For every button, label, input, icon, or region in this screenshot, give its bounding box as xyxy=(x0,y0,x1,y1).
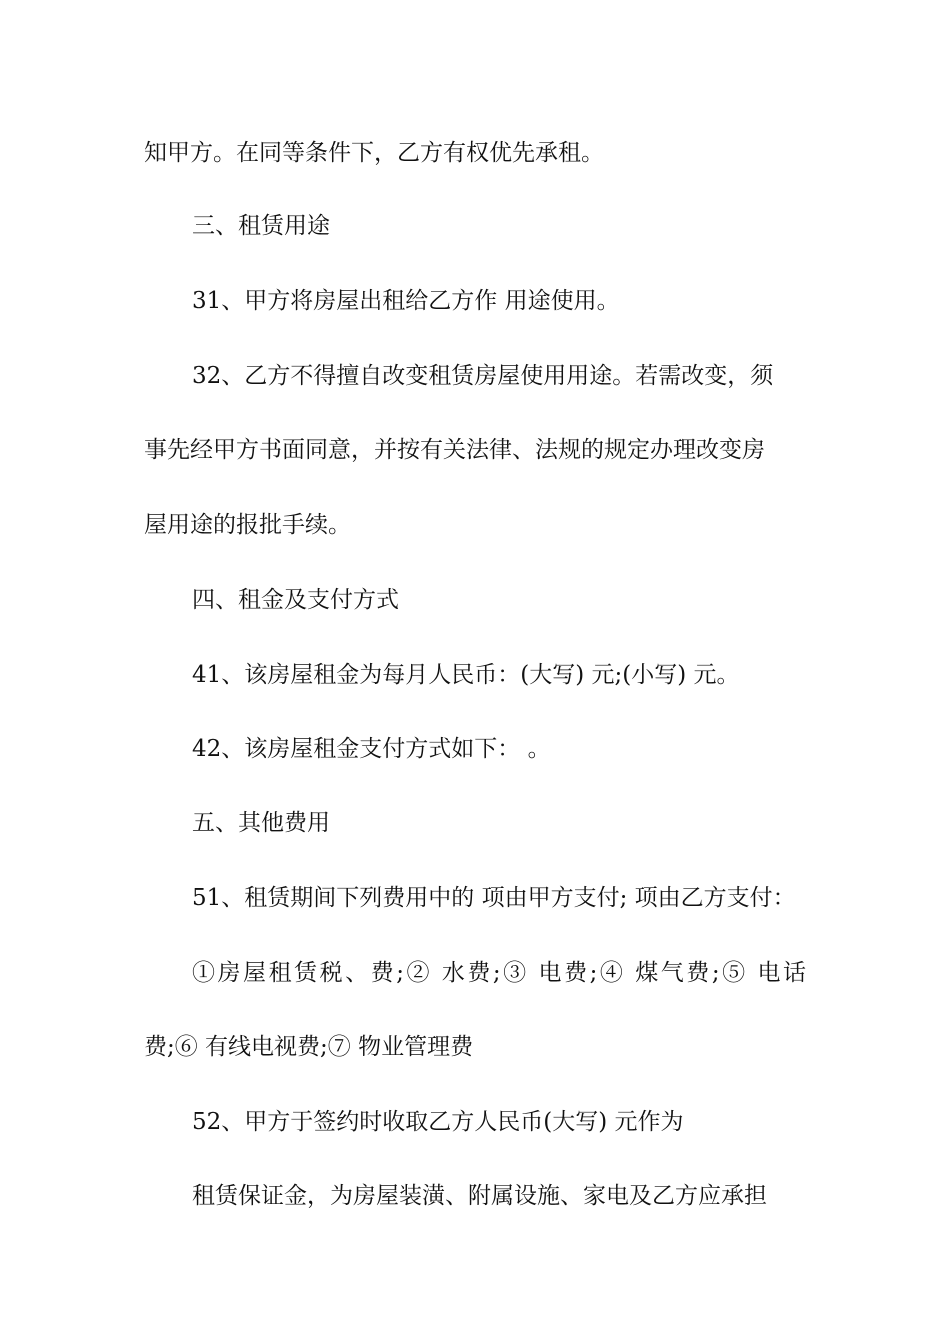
fee-list-line: 费;⑥ 有线电视费;⑦ 物业管理费 xyxy=(144,1034,474,1060)
section-heading-rent: 四、租金及支付方式 xyxy=(192,587,399,613)
fee-list-line: ①房屋租赁税、费;② 水费;③ 电费;④ 煤气费;⑤ 电话 xyxy=(192,960,806,986)
clause-5-1: 51、租赁期间下列费用中的 项由甲方支付; 项由乙方支付： xyxy=(192,885,796,911)
paragraph-line: 屋用途的报批手续。 xyxy=(144,512,351,538)
clause-5-2: 52、甲方于签约时收取乙方人民币(大写) 元作为 xyxy=(192,1109,684,1135)
clause-3-2: 32、乙方不得擅自改变租赁房屋使用用途。若需改变，须 xyxy=(192,363,774,389)
clause-3-1: 31、甲方将房屋出租给乙方作 用途使用。 xyxy=(192,288,620,314)
section-heading-usage: 三、租赁用途 xyxy=(192,213,330,239)
paragraph-line: 租赁保证金，为房屋装潢、附属设施、家电及乙方应承担 xyxy=(192,1183,767,1209)
section-heading-other-fees: 五、其他费用 xyxy=(192,810,330,836)
clause-4-2: 42、该房屋租金支付方式如下： 。 xyxy=(192,736,551,762)
paragraph-line: 事先经甲方书面同意，并按有关法律、法规的规定办理改变房 xyxy=(144,437,765,463)
paragraph-line: 知甲方。在同等条件下，乙方有权优先承租。 xyxy=(144,140,604,166)
clause-4-1: 41、该房屋租金为每月人民币：(大写) 元;(小写) 元。 xyxy=(192,662,740,688)
